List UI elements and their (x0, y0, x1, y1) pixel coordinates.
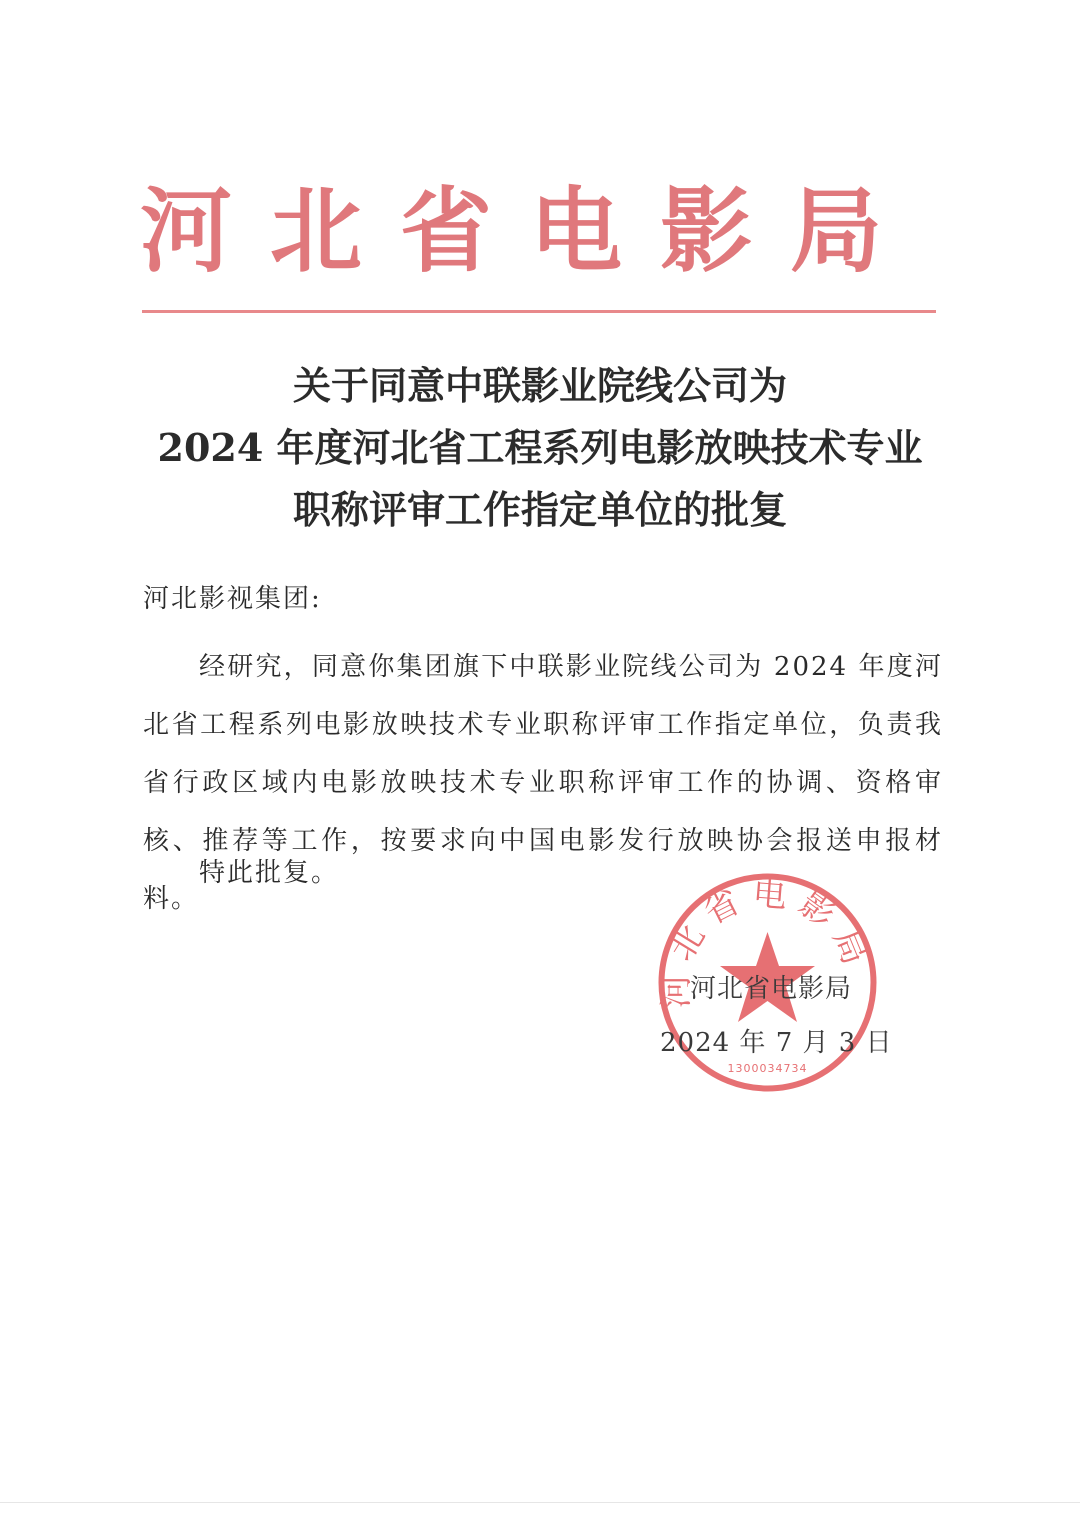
seal-serial: 1300034734 (727, 1062, 808, 1075)
salutation: 河北影视集团: (143, 584, 322, 614)
letterhead-divider (142, 310, 936, 313)
body-paragraph: 经研究，同意你集团旗下中联影业院线公司为 2024 年度河北省工程系列电影放映技术专业职称评审工作指定单位，负责我省行政区域内电影放映技术专业职称评审工作的协调、资格审核、推荐等工作，按要求向中国电影发行放映协会报送申报材料。 (143, 652, 943, 914)
letterhead (140, 177, 940, 285)
page-bottom-rule (0, 1502, 1080, 1503)
signature-date: 2024 年 7 月 3 日 (660, 1028, 893, 1058)
signature-org: 河北省电影局 (690, 974, 853, 1004)
title-line-1: 关于同意中联影业院线公司为 (292, 363, 787, 408)
document-title (100, 355, 980, 541)
letterhead-org-name: 河北省电影局 (140, 177, 921, 285)
closing-line: 特此批复。 (199, 858, 340, 888)
title-line-3: 职称评审工作指定单位的批复 (292, 487, 787, 532)
title-line-2: 2024 年度河北省工程系列电影放映技术专业 (157, 425, 923, 470)
seal-arc-text: 河北省电影局 (656, 873, 879, 1009)
